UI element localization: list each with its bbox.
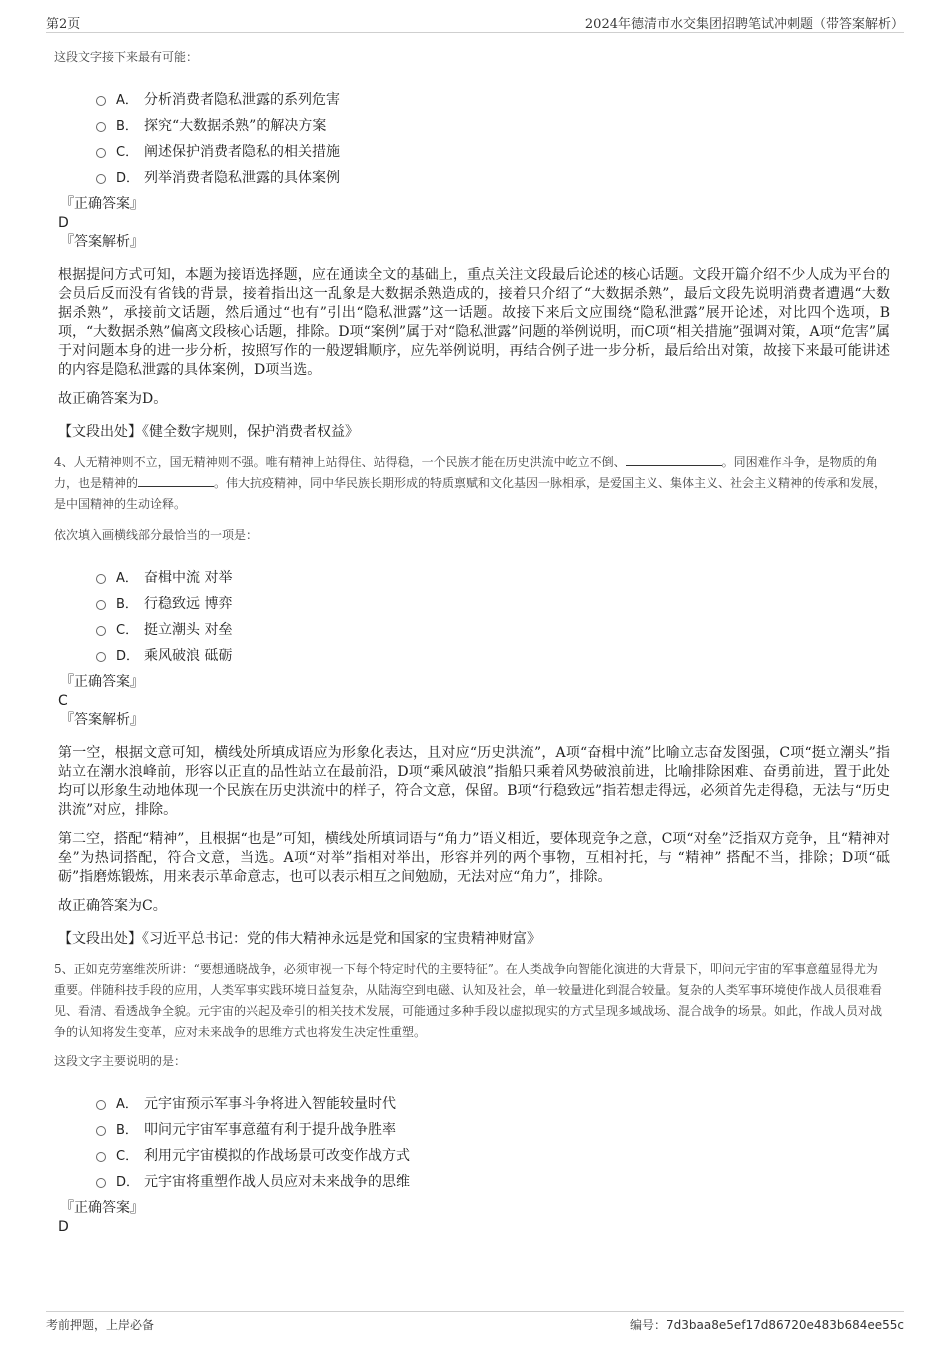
document-title: 2024年德清市水交集团招聘笔试冲刺题（带答案解析） [584,17,904,32]
radio-icon[interactable] [96,652,106,662]
q3-option-b[interactable]: B． 探究“大数据杀熟”的解决方案 [96,113,950,139]
q5-stem: 5、正如克劳塞维茨所讲：“要想通晓战争，必须审视一下每个特定时代的主要特征”。在人类战争向智能化演进的大背景下，叩问元宇宙的军事意蕴显得尤为重要。伴随科技手段的应用，人类军事实践环境日益复杂，从陆海空到电磁、认知及社会，单一较量进化到混合较量。复杂的人类军事环境使作战人员很难看见、看清、看透战争全貌。元宇宙的兴起及牵引的相关技术发展，可能通过多种手段以虚拟现实的方式呈现多域战场、混合战争的场景。如此，作战人员对战争的认知将发生变革，应对未来战争的思维方式也将发生决定性重塑。 [54,962,883,1039]
q4-prompt: 依次填入画横线部分最恰当的一项是： [54,528,259,542]
q4-analysis-1: 第一空，根据文意可知，横线处所填成语应为形象化表达，且对应“历史洪流”，A项“奋楫中流”比喻立志奋发图强，C项“挺立潮头”指站立在潮水浪峰前，形容以正直的品性站立在最前沿，D项“乘风破浪”指船只乘着风势破浪前进，比喻排除困难、奋勇前进，置于此处均可以形象生动地体现一个民族在历史洪流中的样子，符合文意，保留。B项“行稳致远”指若想走得远，必须首先走得稳，无法与“历史洪流”对应，排除。 [58,745,890,818]
q3-answer-label: 『正确答案』 [60,196,144,212]
q5-answer: D [58,1219,69,1235]
q3-analysis: 根据提问方式可知，本题为接语选择题，应在通读全文的基础上，重点关注文段最后论述的核心话题。文段开篇介绍不少人成为平台的会员后反而没有省钱的背景，接着指出这一乱象是大数据杀熟造成的，接着只介绍了“大数据杀熟”，最后文段先说明消费者遭遇“大数据杀熟”，承接前文话题，然后通过“也有”引出“隐私泄露”这一话题。故接下来后文应围绕“隐私泄露”展开论述，对比四个选项，B项，“大数据杀熟”偏离文段核心话题，排除。D项“案例”属于对“隐私泄露”问题的举例说明，而C项“相关措施”强调对策，A项“危害”属于对问题本身的进一步分析，按照写作的一般逻辑顺序，应先举例说明，再结合例子进一步分析，最后给出对策，故接下来最可能讲述的内容是隐私泄露的具体案例，D项当选。 [58,267,890,378]
radio-icon[interactable] [96,1126,106,1136]
q4-option-d[interactable]: D． 乘风破浪 砥砺 [96,643,950,669]
q4-answer: C [58,693,68,709]
q3-options [0,87,950,191]
q3-source: 【文段出处】《健全数字规则，保护消费者权益》 [58,424,359,440]
q3-prompt: 这段文字接下来最有可能： [54,50,199,64]
blank-line [138,473,214,487]
blank-line [626,452,722,466]
footer-code: 编号：7d3baa8e5ef17d86720e483b684ee55c [630,1318,904,1332]
q4-option-a[interactable]: A． 奋楫中流 对举 [96,565,950,591]
radio-icon[interactable] [96,96,106,106]
q5-option-d[interactable]: D． 元宇宙将重塑作战人员应对未来战争的思维 [96,1169,950,1195]
page-number: 第2页 [46,17,81,32]
q5-option-c[interactable]: C． 利用元宇宙模拟的作战场景可改变作战方式 [96,1143,950,1169]
page-footer [46,1311,904,1338]
radio-icon[interactable] [96,1100,106,1110]
q3-option-c[interactable]: C． 阐述保护消费者隐私的相关措施 [96,139,950,165]
q4-stem: 4、人无精神则不立，国无精神则不强。唯有精神上站得住、站得稳，一个民族才能在历史洪流中屹立不倒、 。同困难作斗争，是物质的角力，也是精神的 。伟大抗疫精神，同中华民族长期形成的特质禀赋和文化基因一脉相承，是爱国主义、集体主义、社会主义精神的传承和发展，是中国精神的生动诠释。 [0,452,950,515]
q3-option-a[interactable]: A． 分析消费者隐私泄露的系列危害 [96,87,950,113]
q4-options [0,565,950,669]
q4-option-c[interactable]: C． 挺立潮头 对垒 [96,617,950,643]
q5-options [0,1091,950,1195]
q3-answer: D [58,215,69,231]
footer-slogan: 考前押题，上岸必备 [46,1318,155,1332]
q3-analysis-label: 『答案解析』 [60,234,144,250]
radio-icon[interactable] [96,1178,106,1188]
q5-option-a[interactable]: A． 元宇宙预示军事斗争将进入智能较量时代 [96,1091,950,1117]
radio-icon[interactable] [96,626,106,636]
q5-option-b[interactable]: B． 叩问元宇宙军事意蕴有利于提升战争胜率 [96,1117,950,1143]
q5-answer-label: 『正确答案』 [60,1200,144,1216]
radio-icon[interactable] [96,174,106,184]
q3-conclusion: 故正确答案为D。 [58,391,168,407]
q4-source: 【文段出处】《习近平总书记：党的伟大精神永远是党和国家的宝贵精神财富》 [58,931,541,947]
radio-icon[interactable] [96,148,106,158]
document-body [0,44,950,1237]
q5-prompt: 这段文字主要说明的是： [54,1054,187,1068]
page-header [46,10,904,33]
radio-icon[interactable] [96,600,106,610]
q4-analysis-label: 『答案解析』 [60,712,144,728]
radio-icon[interactable] [96,1152,106,1162]
q3-option-d[interactable]: D． 列举消费者隐私泄露的具体案例 [96,165,950,191]
q4-answer-label: 『正确答案』 [60,674,144,690]
radio-icon[interactable] [96,122,106,132]
q4-conclusion: 故正确答案为C。 [58,898,167,914]
q4-analysis-2: 第二空，搭配“精神”，且根据“也是”可知，横线处所填词语与“角力”语义相近，要体现竞争之意，C项“对垒”泛指双方竞争，且“精神对垒”为热词搭配，符合文意，当选。A项“对举”指相对举出，形容并列的两个事物，互相衬托，与 “精神” 搭配不当，排除；D项“砥砺”指磨炼锻炼，用来表示革命意志，也可以表示相互之间勉励，无法对应“角力”，排除。 [58,831,890,885]
radio-icon[interactable] [96,574,106,584]
q4-option-b[interactable]: B． 行稳致远 博弈 [96,591,950,617]
